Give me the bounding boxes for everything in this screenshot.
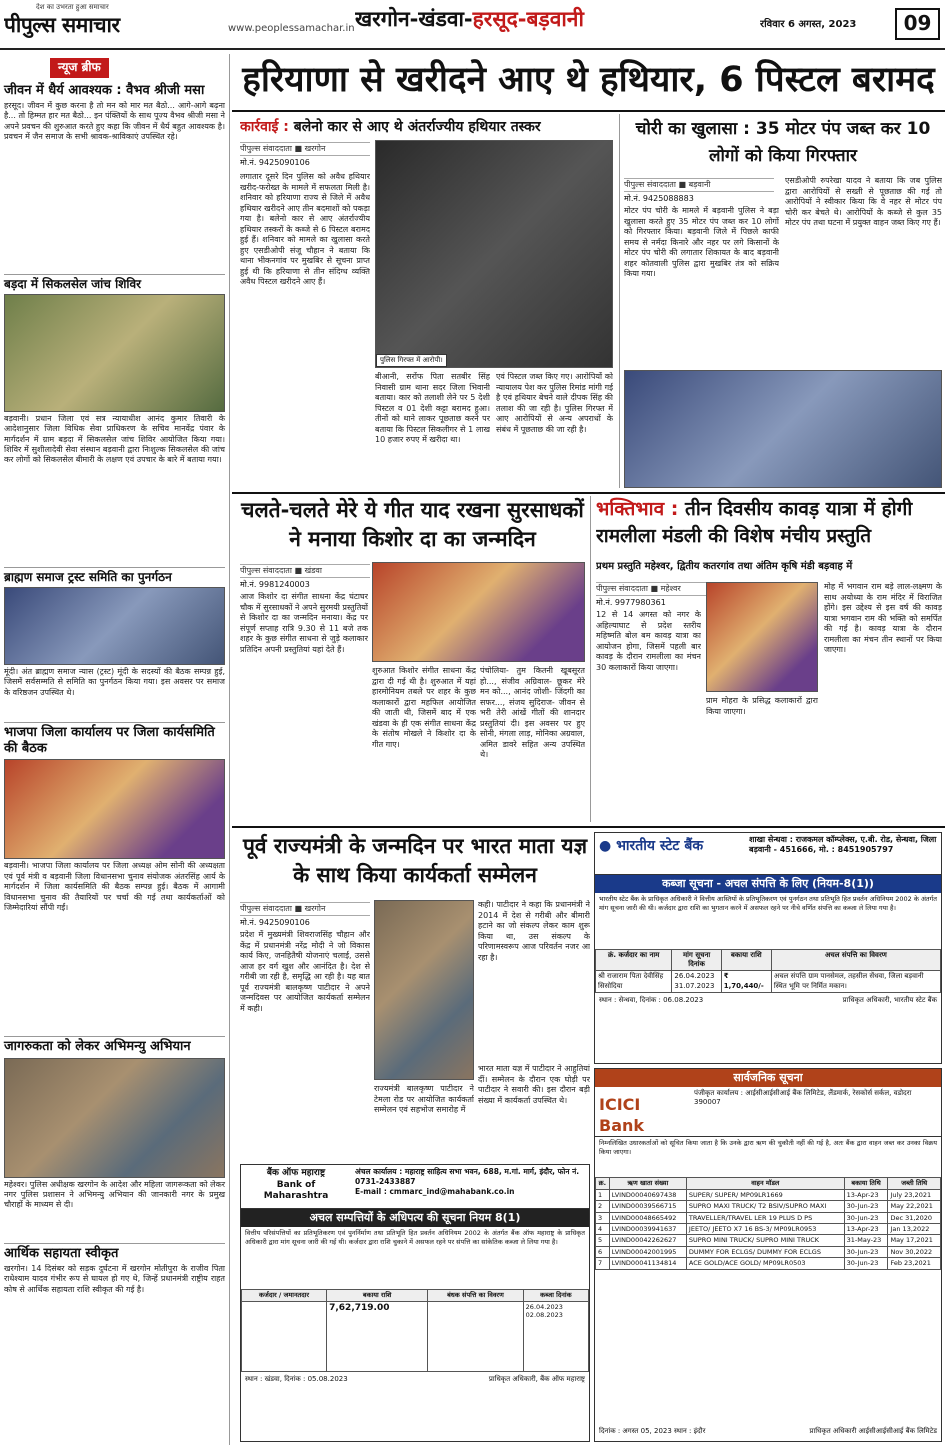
table-cell: 31-May-23 [844, 1235, 888, 1246]
kavad-kicker: भक्तिभाव : [596, 498, 679, 520]
kavad-photo-caption: प्राम मोहरा के प्रसिद्ध कलाकारों द्वारा किया जाएगा। [706, 696, 818, 716]
divider [232, 492, 945, 494]
lead-text-3: एवं पिस्टल जब्त किए गए। आरोपियों को न्यायालय पेश कर पुलिस रिमांड मांगी गई है एवं हथियार बेचने वाले दीपक सिंह की तलाश की जा रही है। पुलिस गिरफ्त में आए आरोपियों से अन्य अपराधों के संबंध में पूछताछ की जा रही है। [496, 372, 613, 434]
table-cell: Jan 13,2022 [888, 1224, 941, 1235]
table-row [596, 950, 941, 971]
table-cell: SUPER/ SUPER/ MP09LR1669 [686, 1189, 844, 1200]
lead-subhead-line [240, 118, 620, 140]
lead-kicker: कार्रवाई : [240, 119, 289, 135]
table-cell: 30-Jun-23 [844, 1212, 888, 1223]
bom-notice-title: अचल सम्पत्तियों के अधिपत्य की सूचना नियम 8(1) [241, 1209, 589, 1227]
bom-logo [241, 1165, 351, 1208]
table-cell: 7 [596, 1258, 610, 1269]
kishore-text-1: आज किशोर दा संगीत साधना केंद्र घंटाघर चौक में सुरसाधकों ने अपने सुरमयी प्रस्तुतियों से किशोर दा का जन्मदिन मनाया। केंद्र पर संपूर्ण सप्ताह रात्रि 9.30 से 11 बजे तक शहर के कुछ संगीत साधना से जुड़े कलाकार प्रतिदिन अपनी प्रस्तुतियां यहां देते हैं। [240, 592, 368, 654]
icici-col-vehicle: वाहन मॉडल [686, 1178, 844, 1189]
lead-headline: हरियाणा से खरीदने आए थे हथियार, 6 पिस्टल बरामद [242, 60, 935, 100]
icici-col-account: ऋण खाता संख्या [609, 1178, 686, 1189]
kishore-text-2: शुरुआत किशोर संगीत साधना केंद्र द्वारा दी गई थी है। शुरुआत में यहां हारमोनियम तबले पर शहर के कुछ कलाकारों द्वारा महफिल आयोजित की जाती थी, जिसमें बाद में एक खंडवा के ही एक संगीत साधना केंद्र के संतोष मोखले ने किशोर दा के गीत गाए। [372, 666, 476, 749]
icici-col-no: क्र. [596, 1178, 610, 1189]
sbi-col-borrower: क्रं. कर्जदार का नाम [596, 950, 672, 971]
section-khandwa: खंडवा- [418, 7, 473, 31]
sammelan-text-1: प्रदेश में मुख्यमंत्री शिवराजसिंह चौहान और केंद्र में प्रधानमंत्री नरेंद्र मोदी ने जो विकास कार्य किए, जनहितैषी योजनाएं चलाई, उससे आज हर वर्ग खुश और आनंदित है। देश से गरीबी जा रही है, समृद्धि आ रही है। यह बात पूर्व राज्यमंत्री बालकृष्ण पाटीदार ने अपने जन्मदिवस पर आयोजित कार्यकर्ता सम्मेलन में कही। [240, 930, 370, 1013]
masthead [0, 0, 945, 50]
sammelan-photo-caption: राज्यमंत्री बालकृष्ण पाटीदार ने टेमला रोड पर आयोजित कार्यकर्ता सम्मेलन एवं सहभोज समारोह में [374, 1084, 474, 1115]
kavad-text-1: 12 से 14 अगस्त को नगर के अहिल्याघाट से प्रदेश स्तरीय महिष्मति बोल बम कावड़ यात्रा का आयोजन होगा, जिसमें पहली बार कावड़ के दौरान रामलीला का मंचन 30 कलाकारों किया जाएगा। [596, 610, 701, 672]
bom-col-borrower: कर्जदार / जमानतदार [242, 1290, 327, 1301]
bom-col-property: बंधक संपत्ति का विवरण [428, 1290, 523, 1301]
icici-notice-body: निम्नलिखित उधारकर्ताओं को सूचित किया जाता है कि उनके द्वारा ऋण की चुकौती नहीं की गई है, अतः बैंक द्वारा वाहन जब्त कर उनका विक्रय किया जाएगा। [599, 1139, 937, 1156]
bom-header [241, 1165, 589, 1209]
table-cell: LVIND00042001995 [609, 1246, 686, 1257]
lead-mobile: मो.नं. 9425090106 [240, 158, 310, 168]
kavad-headline-box [596, 496, 942, 556]
table-cell: May 22,2021 [888, 1201, 941, 1212]
sbi-col-amount: बकाया राशि [721, 950, 771, 971]
abhimanyu-campaign-photo [4, 1058, 225, 1178]
brief-text-4: बड़वानी। भाजपा जिला कार्यालय पर जिला अध्यक्ष ओम सोनी की अध्यक्षता एवं पूर्व मंत्री व बड़वानी जिला विधानसभा चुनाव संयोजक अंतरसिंह आर्य के मार्गदर्शन में जिला कार्यसमिति की बैठक सम्पन्न हुई। बैठक में आगामी विधानसभा चुनाव की तैयारियों पर चर्चा की गई तथा कार्यकर्ताओं को जिम्मेदारियां सौंपी गईं। [4, 861, 225, 912]
icici-signed: प्राधिकृत अधिकारी आईसीआईसीआई बैंक लिमिटेड [809, 1426, 937, 1435]
bom-date-1: 26.04.2023 [525, 1302, 563, 1311]
section-banner [355, 6, 700, 42]
icici-col-due: बकाया तिथि [844, 1178, 888, 1189]
brief-text-6: खरगोन। 14 दिसंबर को सड़क दुर्घटना में खरगोन मोतीपुरा के राजीव पिता राधेश्याम यादव गंभीर रूप से घायल हो गए थे, जिन्हें प्रधानमंत्री राष्ट्रीय राहत कोष से आर्थिक सहायता राशि स्वीकृत की गई है। [4, 1263, 225, 1294]
divider [619, 114, 620, 488]
bom-signed: प्राधिकृत अधिकारी, बैंक ऑफ महाराष्ट्र [488, 1374, 585, 1383]
kavad-subhead: प्रथम प्रस्तुति महेश्वर, द्वितीय कतरगांव तथा अंतिम कृषि मंडी बड़वाह में [596, 561, 853, 572]
table-cell: LVIND00039941637 [609, 1224, 686, 1235]
table-row [596, 1258, 941, 1269]
table-cell: 5 [596, 1235, 610, 1246]
brief-text-5: महेश्वर। पुलिस अधीक्षक खरगोन के आदेश और महिला जागरूकता को लेकर नगर पुलिस प्रशासन ने अभिमन्यु अभियान की जानकारी नगर के प्रमुख चौराहों के माध्यम से दी। [4, 1179, 225, 1210]
bom-zone-box [351, 1165, 589, 1208]
table-cell: LVIND00042262627 [609, 1235, 686, 1246]
pump-mobile: मो.नं. 9425088883 [624, 194, 694, 204]
kishore-text-3: पंचोलिया- तुम कितनी खूबसूरत हो..., संजीव अग्रिवाल- छूकर मेरे मन को..., आनंद जोशी- जिंदगी का सफर..., संजय सुदिराज- जीवन से भरी तेरी आंखें गीतों की शानदार प्रस्तुतियां दी। इस अवसर पर हुए सोनी, मंगला लाड़, मोनिका अग्रवाल, अमित डावरे सहित अन्य उपस्थित थे। [480, 666, 585, 760]
table-row [596, 1212, 941, 1223]
bom-zone: अंचल कार्यालय : महाराष्ट्र साहित्य सभा भवन, 688, म.गां. मार्ग, इंदौर, फोन नं. 0731-2433887 [355, 1167, 580, 1186]
icici-header [595, 1087, 941, 1137]
table-cell: 30-Jun-23 [844, 1258, 888, 1269]
sbi-possession-notice [594, 832, 942, 1064]
table-cell: Feb 23,2021 [888, 1258, 941, 1269]
logo-text: पीपुल्स समाचार [4, 13, 120, 37]
table-cell: 4 [596, 1224, 610, 1235]
icici-place: दिनांक : अगस्त 05, 2023 स्थान : इंदौर [599, 1426, 706, 1435]
sbi-col-date: मांग सूचना दिनांक [672, 950, 721, 971]
pump-headline: चोरी का खुलासा : 35 मोटर पंप जब्त कर 10 लोगों को किया गिरफ्तार [635, 119, 931, 167]
kavad-byline-box [596, 580, 706, 608]
sbi-table [595, 949, 941, 992]
sammelan-text-3: भारत माता यज्ञ में पाटीदार ने आहुतियां दीं। सम्मेलन के दौरान एक घोड़ी पर पाटीदार ने सवारी की। इस दौरान बड़ी संख्या में कार्यकर्ता उपस्थित थे। [478, 1064, 590, 1105]
sbi-branch: शाखा सेन्धवा : राजकमल कॉम्प्लेक्स, ए.बी. रोड, सेन्धवा, जिला बड़वानी - 451666, मो. : 8451905797 [749, 835, 937, 855]
table-cell: 13-Apr-23 [844, 1224, 888, 1235]
table-cell: LVIND00040697438 [609, 1189, 686, 1200]
pump-text-1: मोटर पंप चोरी के मामले में बड़वानी पुलिस ने बड़ा खुलासा करते हुए 35 मोटर पंप जब्त कर 10 लोगों को गिरफ्तार किया। बड़वानी जिले में पिछले काफी समय से नर्मदा किनारे और नहर पर लगे किसानों के मोटर पंप चोरी की लगातार शिकायत के बाद बड़वानी शहर कोतवाली पुलिस द्वारा मुखबिर तंत्र को सक्रिय किया गया। [624, 206, 779, 279]
pump-seized-photo [624, 370, 942, 488]
news-brief-column [0, 54, 230, 1445]
table-cell: 30-Jun-23 [844, 1201, 888, 1212]
table-cell: LVIND00041134814 [609, 1258, 686, 1269]
table-row [596, 1189, 941, 1200]
sbi-notice-body: भारतीय स्टेट बैंक के प्राधिकृत अधिकारी ने वित्तीय आस्तियों के प्रतिभूतिकरण एवं पुनर्गठन तथा प्रतिभूति हित प्रवर्तन अधिनियम 2002 के अंतर्गत मांग सूचना जारी की थी। कर्जदार द्वारा राशि का भुगतान करने में असफल रहने पर नीचे वर्णित संपत्ति का कब्जा ले लिया गया है। [599, 895, 937, 912]
bom-borrower-cell [242, 1301, 327, 1371]
brief-headline-3: ब्राह्मण समाज ट्रस्ट समिति का पुनर्गठन [4, 567, 225, 585]
issue-date: रविवार 6 अगस्त, 2023 [760, 19, 857, 30]
table-row [596, 1201, 941, 1212]
sbi-logo: ● भारतीय स्टेट बैंक [599, 838, 704, 854]
icici-office: पंजीकृत कार्यालय : आईसीआईसीआई बैंक लिमिटेड, लैंडमार्क, रेसकोर्स सर्कल, वडोदरा 390007 [694, 1089, 912, 1107]
table-cell: Nov 30,2022 [888, 1246, 941, 1257]
kishore-mobile: मो.नं. 9981240003 [240, 580, 310, 590]
sbi-notice-title: कब्जा सूचना - अचल संपत्ति के लिए (नियम-8(1)) [595, 875, 941, 893]
news-brief-label: न्यूज ब्रीफ [50, 58, 109, 78]
sbi-bank-name: भारतीय स्टेट बैंक [616, 838, 704, 854]
sammelan-mobile: मो.नं. 9425090106 [240, 918, 310, 928]
icici-public-notice [594, 1068, 942, 1442]
brief-headline-5: जागरुकता को लेकर अभिमन्यु अभियान [4, 1036, 225, 1055]
table-cell: 30-Jun-23 [844, 1246, 888, 1257]
lead-byline: पीपुल्स संवाददाता ■ खरगोन [240, 142, 370, 156]
icici-logo: ICICI Bank [599, 1095, 645, 1136]
table-row [242, 1290, 589, 1301]
lead-headline-box [232, 56, 945, 108]
brief-text-3: मूंदी। अंत ब्राह्मण समाज न्यास (ट्रस्ट) मूंदी के सदस्यों की बैठक सम्पन्न हुई, जिसमें सर्वसम्मति से समिति का पुनर्गठन किया गया। इस अवसर पर समाज के वरिष्ठजन उपस्थित थे। [4, 666, 225, 697]
table-cell: LVIND00048665492 [609, 1212, 686, 1223]
bom-footer [241, 1372, 589, 1387]
table-cell: 6 [596, 1246, 610, 1257]
kishore-headline: चलते-चलते मेरे ये गीत याद रखना सुरसाधकों ने मनाया किशोर दा का जन्मदिन [241, 498, 584, 552]
page-number: 09 [895, 8, 940, 40]
table-cell: SUPRO MINI TRUCK/ SUPRO MINI TRUCK [686, 1235, 844, 1246]
kishore-group-photo [372, 562, 585, 662]
bom-dates [523, 1301, 588, 1371]
table-row [242, 1301, 589, 1371]
logo [4, 3, 224, 47]
table-cell: TRAVELLER/TRAVEL LER 19 PLUS D PS [686, 1212, 844, 1223]
divider [232, 110, 945, 112]
sbi-possession-date: 31.07.2023 [674, 981, 715, 990]
table-cell: Dec 31,2020 [888, 1212, 941, 1223]
logo-tagline: देश का उभरता हुआ समाचार [36, 3, 109, 11]
sbi-amount: ₹ 1,70,440/- [721, 971, 771, 992]
table-row [596, 971, 941, 992]
ramleela-photo [706, 582, 818, 692]
accused-photo-caption: पुलिस गिरफ्त में आरोपी। [376, 354, 447, 367]
sammelan-byline-box [240, 900, 370, 928]
website[interactable]: www.peoplessamachar.in [228, 23, 355, 34]
sbi-property: अचल संपत्ति ग्राम पानसेमल, तहसील सेंधवा, जिला बड़वानी स्थित भूमि पर निर्मित मकान। [771, 971, 940, 992]
brief-text-1: हरसूद। जीवन में कुछ करना है तो मन को मार मत बैठो... आगे-आगे बढ़ना है... तो हिम्मत हार मत बैठो... इन पंक्तियों के साथ पूज्य वैभव श्रीजी मसा ने अपने प्रवचन की शुरुआत करते हुए कहा कि जीवन में धैर्य बहुत आवश्यक है। प्रवचन में जैन समाज के सभी श्रावक-श्राविकाएं उपस्थित रहे। [4, 100, 225, 142]
table-cell: 3 [596, 1212, 610, 1223]
bom-table [241, 1289, 589, 1371]
accused-photo [375, 140, 613, 368]
pump-text-2: एसडीओपी रुपरेखा यादव ने बताया कि जब पुलिस द्वारा आरोपियों से सख्ती से पूछताछ की गई तो आरोपियों ने स्वीकार किया कि वे नहर से मोटर पंप चोरी कर बेचते थे। आरोपियों के कब्जे से कुल 35 मोटर पंप तथा घटना में प्रयुक्त वाहन जब्त किए गए हैं। [785, 176, 942, 228]
brief-headline-2: बड़दा में सिकलसेल जांच शिविर [4, 274, 225, 292]
icici-col-repo: जब्ती तिथि [888, 1178, 941, 1189]
kishore-byline: पीपुल्स संवाददाता ■ खंडवा [240, 564, 370, 578]
lead-text-2: बीआनी, सरोंफ पिता सतबीर सिंह निवासी ग्राम थाना सदर जिला भिवानी बताया। कार को तलाशी लेने पर 5 देशी पिस्टल व 01 देशी कट्टा बरामद हुआ। तीनों को थाने लाकर पूछताछ करने पर बताया कि पिस्टल सिकलीगर से 1 लाख 10 हजार रुपए में खरीदा था। [375, 372, 490, 445]
kavad-mobile: मो.नं. 9977980361 [596, 598, 666, 608]
table-row [596, 1235, 941, 1246]
bom-place: स्थान : खंडवा, दिनांक : 05.08.2023 [245, 1374, 348, 1383]
brief-headline-1: जीवन में धैर्य आवश्यक : वैभव श्रीजी मसा [4, 82, 205, 98]
section-barwani: बड़वानी [526, 7, 584, 31]
kishore-byline-box [240, 562, 370, 590]
bjp-meeting-photo [4, 759, 225, 859]
table-row [596, 1224, 941, 1235]
brahmin-samaj-photo [4, 587, 225, 665]
table-cell: May 17,2021 [888, 1235, 941, 1246]
bom-amount: 7,62,719.00 [327, 1301, 428, 1371]
sbi-signed: प्राधिकृत अधिकारी, भारतीय स्टेट बैंक [842, 995, 937, 1004]
icici-footer [595, 1424, 941, 1439]
sickle-cell-camp-photo [4, 294, 225, 412]
sbi-place: स्थान : सेन्धवा, दिनांक : 06.08.2023 [599, 995, 704, 1004]
horse-ride-photo [374, 900, 474, 1080]
kavad-byline: पीपुल्स संवाददाता ■ महेश्वर [596, 582, 706, 596]
bom-email[interactable]: E-mail : cmmarc_ind@mahabank.co.in [355, 1186, 515, 1196]
sbi-header [595, 833, 941, 875]
section-khargone: खरगोन- [355, 7, 419, 31]
brief-headline-4: भाजपा जिला कार्यालय पर जिला कार्यसमिति की बैठक [4, 722, 225, 758]
sbi-borrower: श्री राजाराम पिता देवीसिंह सिसोदिया [596, 971, 672, 992]
lead-byline-box [240, 140, 370, 170]
section-harsud: हरसूद- [472, 7, 527, 31]
icici-vehicle-table [595, 1177, 941, 1270]
lead-text-1: लगातार दूसरे दिन पुलिस को अवैध हथियार खरीद-फरोख्त के मामले में सफलता मिली है। शनिवार को हरियाणा राज्य से जिले में अवैध हथियार खरीदने आए तीन बदमाशों को पकड़ा गया है। बलेनो कार से आए अंतर्राज्यीय हथियार तस्करों के कब्जे से 6 पिस्टल बरामद हुई हैं। शनिवार को मामले का खुलासा करते हुए एसडीओपी संजू चौहान ने बताया कि थाना भीकनगांव पर मुखबिर से सूचना प्राप्त हुई थी कि हरियाणा से तीन संदिग्ध व्यक्ति अवैध पिस्टल खरीदने आए हैं। [240, 172, 370, 287]
brief-headline-6: आर्थिक सहायता स्वीकृत [4, 1243, 225, 1262]
table-cell: ACE GOLD/ACE GOLD/ MP09LR0503 [686, 1258, 844, 1269]
bom-property-cell [428, 1301, 523, 1371]
bom-notice-body: वित्तीय परिसंपत्तियों का प्रतिभूतिकरण एवं पुनर्निर्माण तथा प्रतिभूति हित प्रवर्तन अधिनियम 2002 के अंतर्गत बैंक ऑफ महाराष्ट्र के प्राधिकृत अधिकारी द्वारा मांग सूचना जारी की गई थी। कर्जदार द्वारा राशि चुकाने में असफल रहने पर संपत्ति का सांकेतिक कब्जा ले लिया गया है। [245, 1229, 585, 1246]
pump-byline-box [624, 176, 774, 204]
bom-col-date: कब्जा दिनांक [523, 1290, 588, 1301]
sammelan-headline: पूर्व राज्यमंत्री के जन्मदिन पर भारत माता यज्ञ के साथ किया कार्यकर्ता सम्मेलन [242, 834, 588, 888]
kavad-headline: तीन दिवसीय कावड़ यात्रा में होगी रामलीला मंडली की विशेष मंचीय प्रस्तुति [596, 498, 913, 547]
table-cell: 1 [596, 1189, 610, 1200]
pump-byline: पीपुल्स संवाददाता ■ बड़वानी [624, 178, 774, 192]
divider [590, 496, 591, 822]
table-cell: SUPRO MAXI TRUCK/ T2 BSIV/SUPRO MAXI [686, 1201, 844, 1212]
table-header-row [596, 1178, 941, 1189]
kavad-text-2: मोह में भगवान राम बड़े लाल-लक्ष्मण के साथ अयोध्या के राम मंदिर में विराजित होंगे। इस उद्देश्य से इस वर्ष की कावड़ यात्रा भगवान राम की भक्ति को समर्पित की गई है। कावड़ यात्रा के दौरान रामलीला का मंचन तीन स्थानों पर किया जाएगा। [824, 582, 942, 655]
sammelan-text-2: कही। पाटीदार ने कहा कि प्रधानमंत्री ने 2014 में देश से गरीबी और बीमारी हटाने का जो संकल्प लेकर काम शुरू किया था, उस संकल्प के परिणामस्वरूप आज परिवर्तन नजर आ रहा है। [478, 900, 590, 962]
table-cell: LVIND00039566715 [609, 1201, 686, 1212]
bom-col-amount: बकाया राशि [327, 1290, 428, 1301]
bom-bank-name: बैंक ऑफ महाराष्ट्र [266, 1168, 326, 1178]
table-row [596, 1246, 941, 1257]
icici-notice-title: सार्वजनिक सूचना [595, 1069, 941, 1087]
brief-text-2: बड़वानी। प्रधान जिला एवं सत्र न्यायाधीश आनंद कुमार तिवारी के आदेशानुसार जिला विधिक सेवा प्राधिकरण के सचिव मानवेंद्र पंवार के मार्गदर्शन में ग्राम बड़दा में सिकलसेल जांच शिविर आयोजित किया गया। शिविर में सुशीलादेवी सेवा संस्थान बड़वानी द्वारा निःशुल्क सिकलसेल की जांच कर लोगों को सिकलसेल बीमारी के लक्षण एवं उपचार के बारे में बताया गया। [4, 413, 225, 465]
bom-bank-name-en: Bank of Maharashtra [263, 1179, 329, 1202]
table-cell: JEETO/ JEETO X7 16 BS-3/ MP09LR0953 [686, 1224, 844, 1235]
sbi-footer [595, 993, 941, 1008]
sbi-dates [672, 971, 721, 992]
divider [232, 826, 945, 828]
sbi-demand-date: 26.04.2023 [674, 972, 715, 981]
sammelan-byline: पीपुल्स संवाददाता ■ खरगोन [240, 902, 370, 916]
table-cell: 13-Apr-23 [844, 1189, 888, 1200]
bom-date-2: 02.08.2023 [525, 1311, 563, 1320]
table-cell: July 23,2021 [888, 1189, 941, 1200]
sbi-col-property: अचल संपत्ति का विवरण [771, 950, 940, 971]
bom-possession-notice [240, 1164, 590, 1442]
table-cell: DUMMY FOR ECLGS/ DUMMY FOR ECLGS [686, 1246, 844, 1257]
lead-subhead: बलेनो कार से आए थे अंतर्राज्यीय हथियार तस्कर [293, 119, 541, 135]
table-cell: 2 [596, 1201, 610, 1212]
